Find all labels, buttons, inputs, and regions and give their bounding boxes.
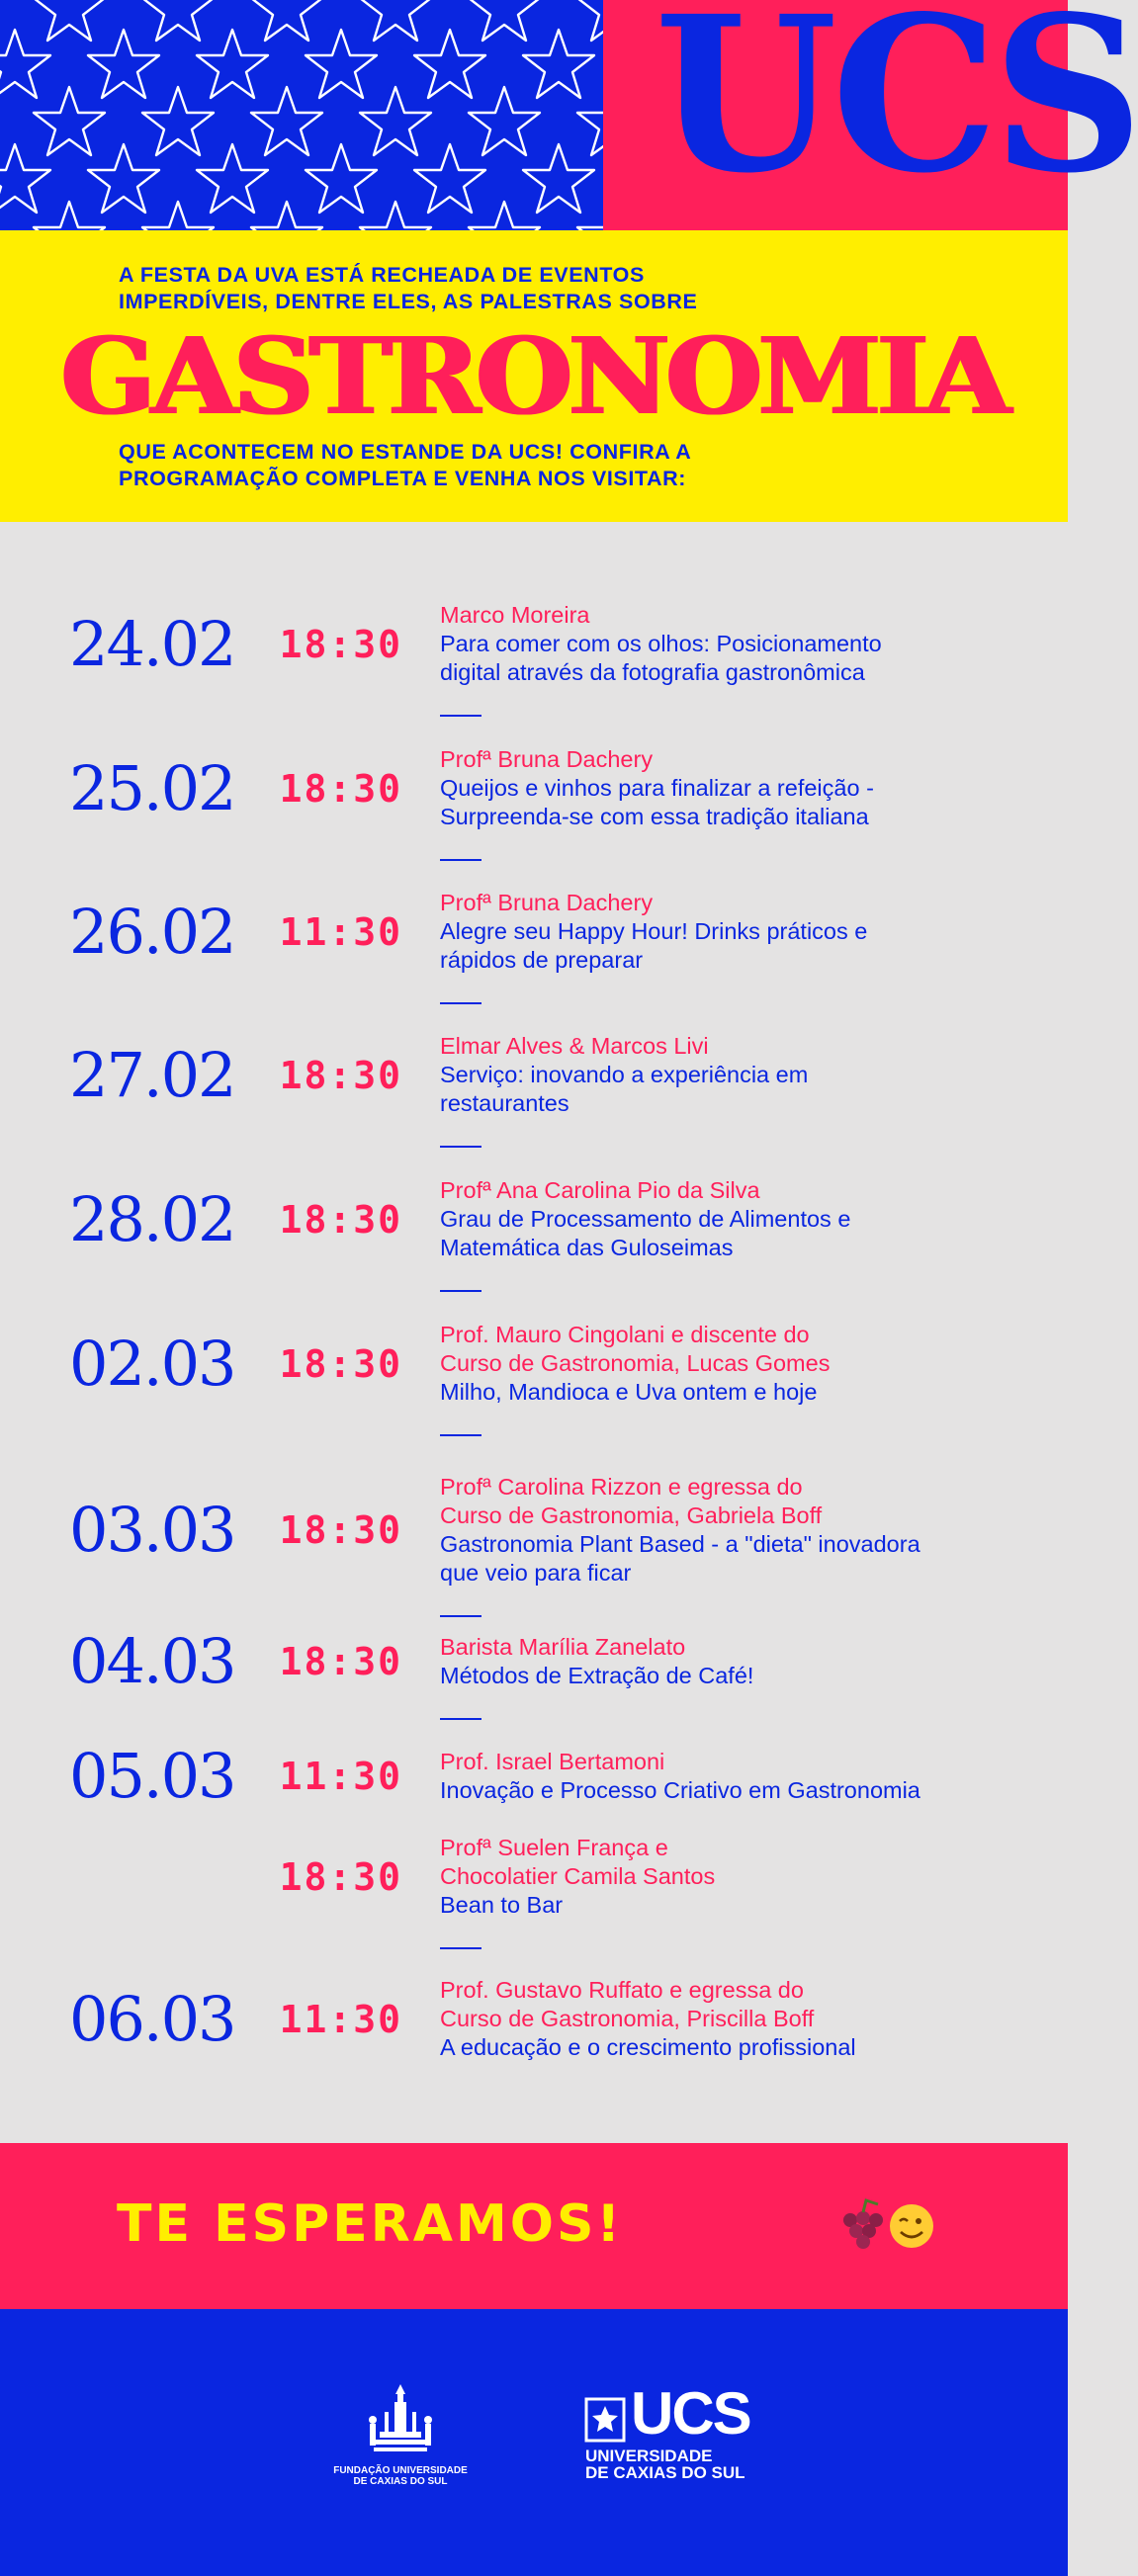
star-shape xyxy=(360,87,431,155)
event-time: 11:30 xyxy=(279,1755,402,1798)
cta-banner xyxy=(0,2143,1068,2309)
event-separator xyxy=(440,859,481,861)
schedule-event xyxy=(0,1740,1068,1812)
star-shape xyxy=(251,87,322,155)
star-shape xyxy=(197,30,268,98)
event-separator xyxy=(440,715,481,717)
event-date: 02.03 xyxy=(69,1327,235,1400)
intro-section xyxy=(0,230,1068,522)
header-banner xyxy=(0,0,1138,230)
intro-top-text xyxy=(119,262,1008,315)
event-title: Gastronomia Plant Based - a "dieta" inovadora xyxy=(440,1531,920,1557)
schedule-section xyxy=(0,522,1068,2143)
star-shape xyxy=(306,144,377,213)
event-title: Alegre seu Happy Hour! Drinks práticos e xyxy=(440,918,868,944)
event-time: 18:30 xyxy=(279,1197,402,1242)
event-date: 06.03 xyxy=(69,1982,235,2055)
event-speaker: Curso de Gastronomia, Priscilla Boff xyxy=(440,2006,815,2031)
event-speaker: Curso de Gastronomia, Lucas Gomes xyxy=(440,1350,831,1376)
event-separator xyxy=(440,1290,481,1292)
winking-face-icon xyxy=(890,2204,933,2248)
event-speaker: Profª Bruna Dachery xyxy=(440,746,654,772)
event-time: 11:30 xyxy=(279,909,402,954)
event-speaker: Prof. Israel Bertamoni xyxy=(440,1749,665,1774)
cta-text: TE ESPERAMOS! xyxy=(117,2194,624,2254)
event-info xyxy=(440,601,1033,687)
star-shape xyxy=(142,87,214,155)
event-title: Para comer com os olhos: Posicionamento xyxy=(440,631,882,656)
event-info xyxy=(440,1473,1033,1588)
event-speaker: Prof. Mauro Cingolani e discente do xyxy=(440,1322,810,1347)
star-shape xyxy=(251,0,322,41)
ucs-logo xyxy=(585,2380,753,2485)
star-shape xyxy=(0,144,50,213)
ucs-logo-sub-line-2: DE CAXIAS DO SUL xyxy=(585,2463,745,2482)
schedule-event xyxy=(0,1321,1068,1407)
event-separator xyxy=(440,1615,481,1617)
event-title: Métodos de Extração de Café! xyxy=(440,1663,754,1688)
star-shape xyxy=(142,0,214,41)
star-shape xyxy=(360,0,431,41)
event-time: 18:30 xyxy=(279,1854,402,1899)
schedule-event xyxy=(0,1976,1068,2062)
event-time: 18:30 xyxy=(279,1640,402,1683)
star-shape xyxy=(306,30,377,98)
schedule-event xyxy=(0,1032,1068,1118)
event-date: 28.02 xyxy=(69,1182,235,1255)
event-separator xyxy=(440,1947,481,1949)
event-title: digital através da fotografia gastronômica xyxy=(440,659,865,685)
event-title: Serviço: inovando a experiência em xyxy=(440,1062,809,1087)
event-speaker: Profª Carolina Rizzon e egressa do xyxy=(440,1474,803,1500)
schedule-event xyxy=(0,745,1068,831)
fucs-emblem-icon xyxy=(330,2384,471,2461)
event-title: Queijos e vinhos para finalizar a refeição - xyxy=(440,775,874,801)
event-date: 04.03 xyxy=(69,1625,235,1697)
ucs-brand-text: UCS xyxy=(655,0,1138,220)
schedule-event xyxy=(0,1176,1068,1262)
event-speaker: Prof. Gustavo Ruffato e egressa do xyxy=(440,1977,804,2003)
ucs-star-icon xyxy=(585,2398,625,2442)
event-title: A educação e o crescimento profissional xyxy=(440,2034,856,2060)
event-info xyxy=(440,1321,1033,1407)
star-pattern xyxy=(0,0,603,230)
event-date: 03.03 xyxy=(69,1494,235,1566)
star-shape xyxy=(469,87,540,155)
star-shape xyxy=(34,0,105,41)
event-separator xyxy=(440,1146,481,1148)
event-speaker: Elmar Alves & Marcos Livi xyxy=(440,1033,709,1059)
event-date: 24.02 xyxy=(69,607,235,680)
event-title: Grau de Processamento de Alimentos e xyxy=(440,1206,851,1232)
star-shape xyxy=(414,144,485,213)
event-info xyxy=(440,1748,1033,1805)
star-shape xyxy=(523,30,594,98)
star-shape xyxy=(414,30,485,98)
fucs-label-line-2: DE CAXIAS DO SUL xyxy=(353,2476,448,2487)
event-title: Matemática das Guloseimas xyxy=(440,1235,734,1260)
star-shape xyxy=(34,87,105,155)
fucs-label xyxy=(330,2465,471,2487)
ucs-brand-box xyxy=(603,0,1138,230)
intro-bottom-line-2: PROGRAMAÇÃO COMPLETA E VENHA NOS VISITAR: xyxy=(119,467,687,490)
event-time: 18:30 xyxy=(279,766,402,811)
event-info xyxy=(440,1834,1033,1920)
ucs-logo-word: UCS xyxy=(631,2380,750,2447)
event-separator xyxy=(440,1002,481,1004)
star-shape xyxy=(88,144,159,213)
star-shape xyxy=(469,0,540,41)
event-date: 25.02 xyxy=(69,751,235,824)
event-time: 18:30 xyxy=(279,1508,402,1552)
event-title: rápidos de preparar xyxy=(440,947,644,973)
event-title: Bean to Bar xyxy=(440,1892,564,1918)
event-info xyxy=(440,1176,1033,1262)
event-info xyxy=(440,1633,1033,1690)
grapes-icon xyxy=(843,2200,883,2249)
event-title: Surpreenda-se com essa tradição italiana xyxy=(440,804,869,829)
event-time: 18:30 xyxy=(279,622,402,666)
event-speaker: Profª Suelen França e xyxy=(440,1835,668,1860)
event-title: restaurantes xyxy=(440,1090,569,1116)
star-shape xyxy=(88,30,159,98)
event-speaker: Marco Moreira xyxy=(440,602,590,628)
event-date: 05.03 xyxy=(69,1740,235,1812)
fucs-label-line-1: FUNDAÇÃO UNIVERSIDADE xyxy=(333,2465,468,2476)
event-speaker: Profª Bruna Dachery xyxy=(440,890,654,915)
star-shape xyxy=(197,144,268,213)
event-date: 26.02 xyxy=(69,895,235,968)
event-speaker: Barista Marília Zanelato xyxy=(440,1634,686,1660)
schedule-event xyxy=(0,1473,1068,1588)
event-time: 18:30 xyxy=(279,1341,402,1386)
star-shape xyxy=(523,144,594,213)
event-speaker: Chocolatier Camila Santos xyxy=(440,1863,716,1889)
event-speaker: Curso de Gastronomia, Gabriela Boff xyxy=(440,1503,823,1528)
ucs-logo-subtitle xyxy=(585,2447,763,2481)
event-info xyxy=(440,1032,1033,1118)
footer-logos xyxy=(0,2309,1068,2576)
star-pattern-svg xyxy=(0,0,603,230)
event-time: 11:30 xyxy=(279,1997,402,2041)
event-date: 27.02 xyxy=(69,1038,235,1111)
schedule-event xyxy=(0,601,1068,687)
event-info xyxy=(440,889,1033,975)
intro-bottom-line-1: QUE ACONTECEM NO ESTANDE DA UCS! CONFIRA A xyxy=(119,440,692,464)
event-title: Milho, Mandioca e Uva ontem e hoje xyxy=(440,1379,818,1405)
schedule-event xyxy=(0,1834,1068,1920)
event-title: Inovação e Processo Criativo em Gastronomia xyxy=(440,1777,920,1803)
event-separator xyxy=(440,1718,481,1720)
schedule-event xyxy=(0,889,1068,975)
intro-top-line-1: A FESTA DA UVA ESTÁ RECHEADA DE EVENTOS xyxy=(119,263,645,287)
event-separator xyxy=(440,1434,481,1436)
ucs-logo-sub-line-1: UNIVERSIDADE xyxy=(585,2447,713,2465)
event-speaker: Profª Ana Carolina Pio da Silva xyxy=(440,1177,760,1203)
cta-emoji xyxy=(838,2196,937,2252)
intro-bottom-text xyxy=(119,439,1008,492)
gastronomia-headline: GASTRONOMIA xyxy=(60,315,1007,439)
schedule-event xyxy=(0,1625,1068,1697)
event-info xyxy=(440,745,1033,831)
event-title: que veio para ficar xyxy=(440,1560,632,1586)
event-info xyxy=(440,1976,1033,2062)
event-time: 18:30 xyxy=(279,1053,402,1097)
intro-top-line-2: IMPERDÍVEIS, DENTRE ELES, AS PALESTRAS SOBRE xyxy=(119,290,698,313)
fucs-logo xyxy=(330,2384,471,2493)
star-shape xyxy=(0,30,50,98)
